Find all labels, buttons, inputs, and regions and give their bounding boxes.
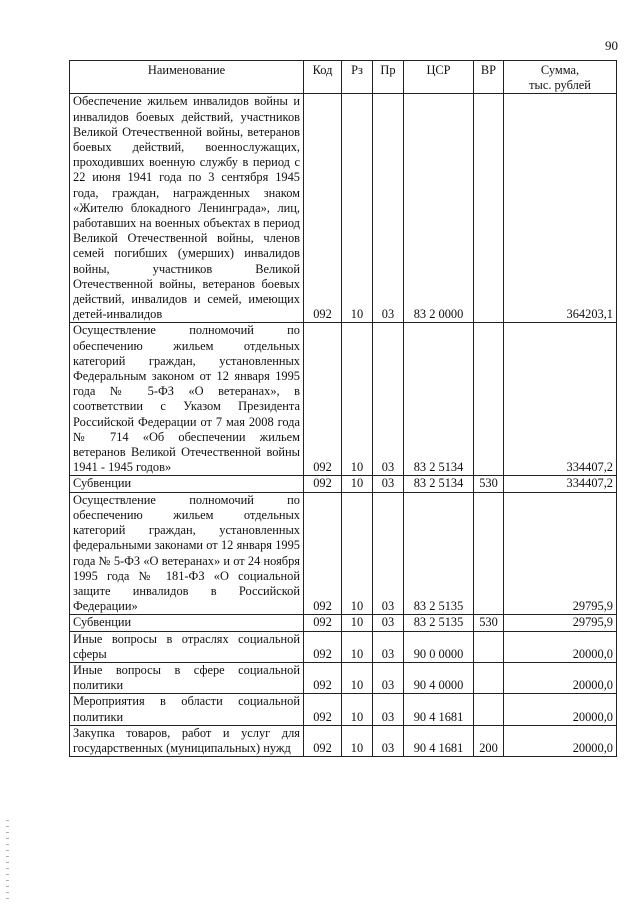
header-pr: Пр bbox=[373, 61, 404, 94]
row-rz: 10 bbox=[342, 323, 373, 476]
row-pr: 03 bbox=[373, 476, 404, 492]
row-rz: 10 bbox=[342, 476, 373, 492]
table-row bbox=[70, 476, 617, 492]
row-sum: 364203,1 bbox=[504, 94, 617, 323]
row-name: Иные вопросы в отраслях социальной сферы bbox=[70, 631, 304, 662]
row-code: 092 bbox=[304, 631, 342, 662]
row-vr bbox=[474, 694, 504, 725]
row-pr: 03 bbox=[373, 94, 404, 323]
row-pr: 03 bbox=[373, 725, 404, 756]
row-code: 092 bbox=[304, 615, 342, 631]
table-row bbox=[70, 694, 617, 725]
row-code: 092 bbox=[304, 323, 342, 476]
row-csr: 83 2 5135 bbox=[404, 615, 474, 631]
header-csr: ЦСР bbox=[404, 61, 474, 94]
row-vr bbox=[474, 631, 504, 662]
row-csr: 83 2 5135 bbox=[404, 492, 474, 615]
table-header-row bbox=[70, 61, 617, 94]
page-number: 90 bbox=[605, 38, 618, 53]
row-vr bbox=[474, 94, 504, 323]
row-sum: 29795,9 bbox=[504, 615, 617, 631]
row-code: 092 bbox=[304, 694, 342, 725]
row-pr: 03 bbox=[373, 662, 404, 693]
row-csr: 90 4 1681 bbox=[404, 725, 474, 756]
row-csr: 83 2 5134 bbox=[404, 323, 474, 476]
row-name: Субвенции bbox=[70, 615, 304, 631]
table-row bbox=[70, 631, 617, 662]
row-vr: 530 bbox=[474, 476, 504, 492]
scan-margin-marks bbox=[6, 820, 9, 900]
row-name: Мероприятия в области социальной политики bbox=[70, 694, 304, 725]
row-vr bbox=[474, 492, 504, 615]
row-pr: 03 bbox=[373, 492, 404, 615]
header-vr: ВР bbox=[474, 61, 504, 94]
row-sum: 20000,0 bbox=[504, 725, 617, 756]
row-name: Осуществление полномочий по обеспечению жильем отдельных категорий граждан, установленных Федеральным законом от 12 января 1995 года № 5-ФЗ «О ветеранах», в соответствии с Указом Президента Российской Федерации от 7 мая 2008 года № 714 «Об обеспечении жильем ветеранов Великой Отечественной войны 1941 - 1945 годов» bbox=[70, 323, 304, 476]
table-row bbox=[70, 615, 617, 631]
row-sum: 29795,9 bbox=[504, 492, 617, 615]
row-vr: 530 bbox=[474, 615, 504, 631]
row-rz: 10 bbox=[342, 725, 373, 756]
row-name: Закупка товаров, работ и услуг для государственных (муниципальных) нужд bbox=[70, 725, 304, 756]
header-name: Наименование bbox=[70, 61, 304, 94]
budget-table bbox=[69, 60, 617, 757]
header-sum bbox=[504, 61, 617, 94]
row-code: 092 bbox=[304, 725, 342, 756]
row-rz: 10 bbox=[342, 615, 373, 631]
row-csr: 83 2 5134 bbox=[404, 476, 474, 492]
row-pr: 03 bbox=[373, 631, 404, 662]
row-vr bbox=[474, 323, 504, 476]
row-name: Обеспечение жильем инвалидов войны и инвалидов боевых действий, участников Великой Отечественной войны, ветеранов боевых действий, военнослужащих, проходивших военную службу в период с 22 июня 1941 года по 3 сентября 1945 года, граждан, награжденных знаком «Жителю блокадного Ленинграда», лиц, работавших на военных объектах в период Великой Отечественной войны, членов семей погибших (умерших) инвалидов войны, участников Великой Отечественной войны, ветеранов боевых действий, инвалидов и семей, имеющих детей-инвалидов bbox=[70, 94, 304, 323]
row-sum: 20000,0 bbox=[504, 631, 617, 662]
table-row bbox=[70, 662, 617, 693]
row-name: Субвенции bbox=[70, 476, 304, 492]
row-csr: 90 4 0000 bbox=[404, 662, 474, 693]
row-name: Иные вопросы в сфере социальной политики bbox=[70, 662, 304, 693]
row-sum: 334407,2 bbox=[504, 476, 617, 492]
row-code: 092 bbox=[304, 476, 342, 492]
row-sum: 20000,0 bbox=[504, 694, 617, 725]
row-code: 092 bbox=[304, 662, 342, 693]
header-sum-line2: тыс. рублей bbox=[529, 78, 591, 93]
row-csr: 83 2 0000 bbox=[404, 94, 474, 323]
row-rz: 10 bbox=[342, 694, 373, 725]
row-pr: 03 bbox=[373, 615, 404, 631]
row-vr: 200 bbox=[474, 725, 504, 756]
table-row bbox=[70, 725, 617, 756]
table-row bbox=[70, 492, 617, 615]
row-pr: 03 bbox=[373, 694, 404, 725]
header-code: Код bbox=[304, 61, 342, 94]
row-name: Осуществление полномочий по обеспечению жильем отдельных категорий граждан, установленных федеральными законами от 12 января 1995 года № 5-ФЗ «О ветеранах» и от 24 ноября 1995 года № 181-ФЗ «О социальной защите инвалидов в Российской Федерации» bbox=[70, 492, 304, 615]
header-sum-line1: Сумма, bbox=[540, 63, 580, 77]
header-rz: Рз bbox=[342, 61, 373, 94]
row-rz: 10 bbox=[342, 662, 373, 693]
row-csr: 90 4 1681 bbox=[404, 694, 474, 725]
row-pr: 03 bbox=[373, 323, 404, 476]
table-row bbox=[70, 323, 617, 476]
table-row bbox=[70, 94, 617, 323]
row-sum: 20000,0 bbox=[504, 662, 617, 693]
row-csr: 90 0 0000 bbox=[404, 631, 474, 662]
row-code: 092 bbox=[304, 94, 342, 323]
row-sum: 334407,2 bbox=[504, 323, 617, 476]
row-code: 092 bbox=[304, 492, 342, 615]
row-rz: 10 bbox=[342, 94, 373, 323]
row-vr bbox=[474, 662, 504, 693]
row-rz: 10 bbox=[342, 631, 373, 662]
row-rz: 10 bbox=[342, 492, 373, 615]
